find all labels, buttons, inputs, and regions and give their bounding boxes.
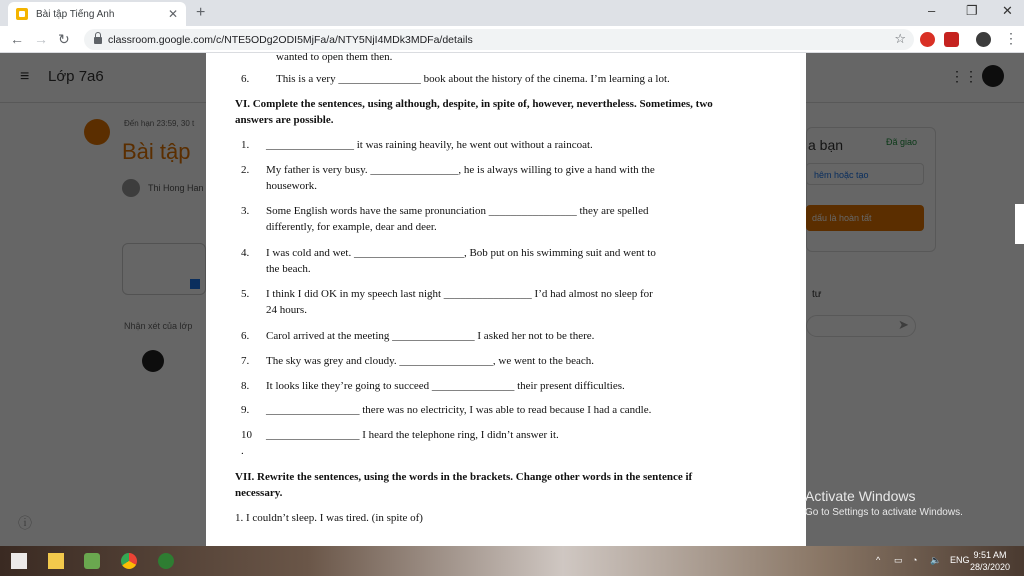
back-arrow-icon[interactable]: ← (10, 31, 24, 47)
section-6-heading-line1: VI. Complete the sentences, using although, despite, in spite of, however, nevertheless. Sometimes, two (235, 98, 713, 110)
item-dot: . (241, 445, 244, 457)
item-text-continued: the beach. (266, 263, 311, 275)
windows-taskbar (0, 546, 1024, 576)
classroom-favicon-icon (16, 8, 28, 20)
system-clock[interactable] (970, 549, 1010, 573)
clock-date: 28/3/2020 (970, 562, 1011, 572)
item-text: I was cold and wet. ____________________, Bob put on his swimming suit and went to (266, 247, 656, 259)
item-number: 8. (241, 380, 250, 392)
item-text-continued: 24 hours. (266, 304, 307, 316)
prev-item-text: This is a very _______________ book about the history of the cinema. I’m learning a lot. (276, 73, 670, 85)
item-number: 9. (241, 404, 250, 416)
wifi-icon[interactable]: ◔ (912, 555, 918, 565)
bookmark-star-icon[interactable]: ☆ (894, 32, 906, 47)
document-viewer (206, 53, 806, 546)
language-indicator[interactable]: ENG (950, 555, 970, 565)
item-number: 7. (241, 355, 250, 367)
previous-item-tail: wanted to open them then. (276, 53, 393, 63)
section-6-heading-line2: answers are possible. (235, 114, 334, 126)
menu-kebab-icon[interactable]: ⋮ (1004, 30, 1018, 46)
minimize-button[interactable]: – (928, 3, 936, 18)
section-7-heading-line2: necessary. (235, 487, 283, 499)
item-text: My father is very busy. ________________, he is always willing to give a hand with the (266, 164, 655, 176)
section-7-heading-line1: VII. Rewrite the sentences, using the words in the brackets. Change other words in the sentence if (235, 471, 693, 483)
windows-start-icon[interactable] (11, 553, 27, 569)
item-text: _________________ there was no electricity, I was able to read because I had a candle. (266, 404, 652, 416)
volume-icon[interactable]: 🔈 (930, 555, 942, 565)
address-bar[interactable] (84, 29, 914, 50)
item-number: 4. (241, 247, 250, 259)
window-close-button[interactable]: ✕ (1002, 3, 1013, 18)
browser-toolbar (0, 26, 1024, 53)
tray-chevron-icon[interactable]: ^ (876, 555, 881, 565)
item-number: 5. (241, 288, 250, 300)
item-text: I think I did OK in my speech last night ________________ I’d had almost no sleep for (266, 288, 653, 300)
activate-windows-subtitle: Go to Settings to activate Windows. (805, 507, 963, 518)
item-number: 3. (241, 205, 250, 217)
app-icon[interactable] (158, 553, 174, 569)
item-text: It looks like they’re going to succeed _______________ their present difficulties. (266, 380, 625, 392)
vab-extension-icon[interactable] (944, 32, 959, 47)
adblock-extension-icon[interactable] (920, 32, 935, 47)
minecraft-icon[interactable] (84, 553, 100, 569)
item-number: 6. (241, 330, 250, 342)
file-explorer-icon[interactable] (48, 553, 64, 569)
item-number: 2. (241, 164, 250, 176)
item-text-continued: differently, for example, dear and deer. (266, 221, 437, 233)
lock-icon (94, 37, 102, 44)
reload-icon[interactable]: ↻ (58, 31, 70, 47)
item-text: Carol arrived at the meeting _______________ I asked her not to be there. (266, 330, 595, 342)
item-text-continued: housework. (266, 180, 318, 192)
url-text: classroom.google.com/c/NTE5ODg2ODI5MjFa/a/NTY5NjI4MDk3MDFa/details (108, 33, 473, 46)
item-text: ________________ it was raining heavily, he went out without a raincoat. (266, 139, 593, 151)
scrollbar-thumb[interactable] (1015, 204, 1024, 244)
item-number: 10 (241, 429, 252, 441)
network-icon[interactable]: ▭ (894, 555, 903, 565)
item-text: Some English words have the same pronunciation ________________ they are spelled (266, 205, 649, 217)
forward-arrow-icon[interactable]: → (34, 31, 48, 47)
browser-tab[interactable] (8, 2, 186, 26)
clock-time: 9:51 AM (973, 550, 1007, 560)
prev-item-number: 6. (241, 73, 250, 85)
item-number: 1. (241, 139, 250, 151)
profile-avatar[interactable] (976, 32, 991, 47)
tab-title: Bài tập Tiếng Anh (36, 8, 115, 20)
item-text: The sky was grey and cloudy. _________________, we went to the beach. (266, 355, 594, 367)
item-text: _________________ I heard the telephone ring, I didn’t answer it. (266, 429, 559, 441)
chrome-icon[interactable] (121, 553, 137, 569)
activate-windows-title: Activate Windows (805, 488, 916, 504)
new-tab-icon[interactable]: + (196, 4, 206, 21)
tab-close-icon[interactable]: ✕ (167, 7, 178, 21)
tab-strip (0, 0, 1024, 26)
maximize-button[interactable]: ❐ (966, 3, 978, 18)
section-7-item-1: 1. I couldn’t sleep. I was tired. (in spite of) (235, 512, 423, 524)
